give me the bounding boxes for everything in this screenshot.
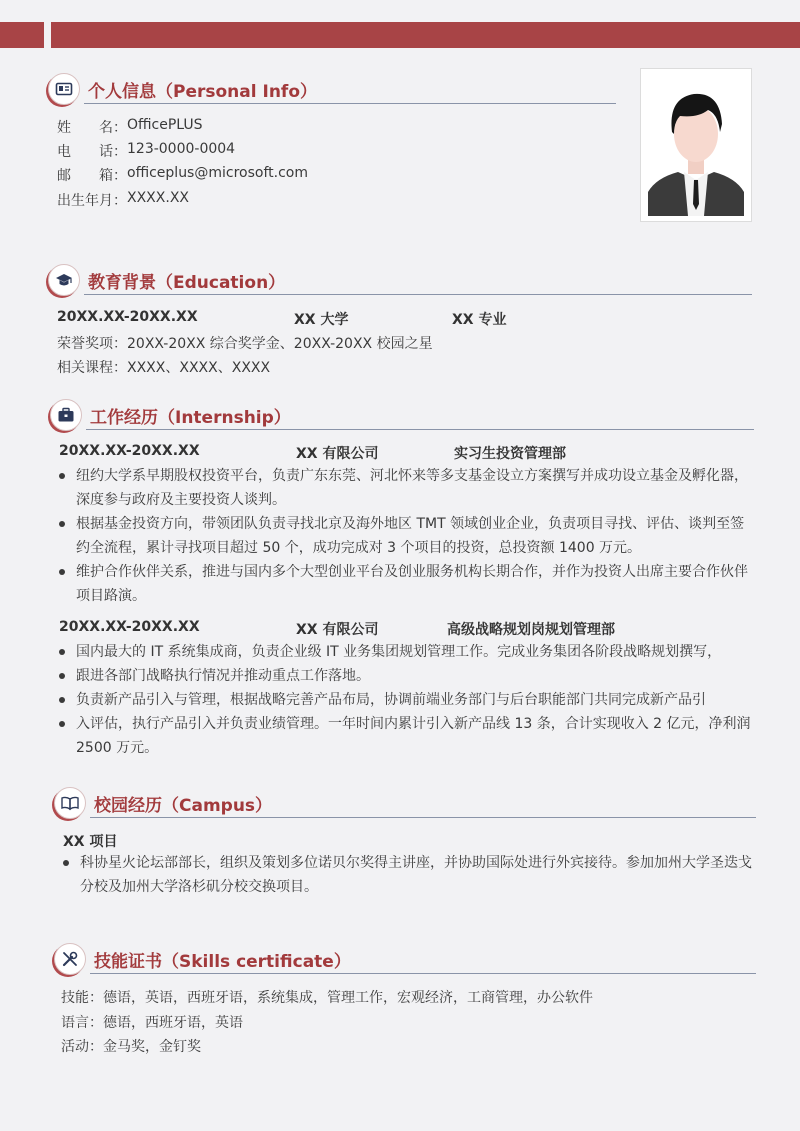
bullet-line xyxy=(56,536,766,560)
skills-line-2: 语言：德语，西班牙语，英语 xyxy=(61,1015,243,1031)
section-title: 工作经历（Internship） xyxy=(90,408,291,428)
job-2-role: 高级战略规划岗规划管理部 xyxy=(447,622,615,638)
bullet-text: 约全流程，累计寻找项目超过 50 个，成功完成对 3 个项目的投资，总投资额 1400 万元。 xyxy=(76,540,642,556)
personal-label: 姓 名： xyxy=(57,120,127,136)
bullet-line xyxy=(56,640,766,664)
education-major: XX 专业 xyxy=(452,312,507,328)
personal-value: XXXX.XX xyxy=(127,190,189,206)
bullet-line xyxy=(56,488,766,512)
education-school: XX 大学 xyxy=(294,312,349,328)
bullet-line xyxy=(56,712,766,736)
bullet-line xyxy=(56,464,766,488)
bullet-text: 科协星火论坛部部长，组织及策划多位诺贝尔奖得主讲座，并协助国际处进行外宾接待。参加加州大学圣迭戈 xyxy=(80,855,752,871)
personal-value: 123-0000-0004 xyxy=(127,141,236,157)
profile-photo xyxy=(640,68,752,222)
bullet-text: 国内最大的 IT 系统集成商，负责企业级 IT 业务集团规划管理工作。完成业务集团各阶段战略规划撰写， xyxy=(76,644,722,660)
section-divider xyxy=(84,103,616,104)
section-divider xyxy=(84,294,752,295)
section-divider xyxy=(90,973,756,974)
job-1-role: 实习生投资管理部 xyxy=(454,446,566,462)
briefcase-icon xyxy=(50,399,82,431)
id-card-icon xyxy=(48,73,80,105)
bullet-text: 负责新产品引入与管理，根据战略完善产品布局，协调前端业务部门与后台职能部门共同完成新产品引 xyxy=(76,692,706,708)
bullet-line xyxy=(56,736,766,760)
section-title: 校园经历（Campus） xyxy=(94,796,273,816)
section-education-header xyxy=(48,264,752,298)
bullet-text: 深度参与政府及主要投资人谈判。 xyxy=(76,492,286,508)
education-courses: 相关课程：XXXX、XXXX、XXXX xyxy=(57,360,271,376)
bullet-line xyxy=(56,688,766,712)
education-honors: 荣誉奖项：20XX-20XX 综合奖学金、20XX-20XX 校园之星 xyxy=(57,336,433,352)
top-bar-right xyxy=(51,22,800,48)
bullet-text: 2500 万元。 xyxy=(76,740,159,756)
section-title: 教育背景（Education） xyxy=(88,273,286,293)
section-skills-header xyxy=(54,943,756,977)
bullet-line xyxy=(60,851,770,875)
bullet-dot xyxy=(59,721,65,727)
open-book-icon xyxy=(54,787,86,819)
personal-value: OfficePLUS xyxy=(127,117,203,133)
skills-line-1: 技能：德语，英语，西班牙语，系统集成，管理工作，宏观经济，工商管理，办公软件 xyxy=(61,990,593,1006)
bullet-text: 分校及加州大学洛杉矶分校交换项目。 xyxy=(80,879,318,895)
bullet-dot xyxy=(59,521,65,527)
section-campus-header xyxy=(54,787,756,821)
personal-label: 邮 箱： xyxy=(57,168,127,184)
bullet-dot xyxy=(59,649,65,655)
bullet-text: 跟进各部门战略执行情况并推动重点工作落地。 xyxy=(76,668,370,684)
section-divider xyxy=(90,817,756,818)
job-2-company: XX 有限公司 xyxy=(296,622,379,638)
section-divider xyxy=(86,429,754,430)
job-1-date: 20XX.XX-20XX.XX xyxy=(59,443,200,459)
bullet-dot xyxy=(59,697,65,703)
personal-value: officeplus@microsoft.com xyxy=(127,165,308,181)
campus-project: XX 项目 xyxy=(63,834,118,850)
bullet-line xyxy=(60,875,770,899)
section-personal-header xyxy=(48,73,618,107)
bullet-line xyxy=(56,512,766,536)
personal-label: 出生年月： xyxy=(57,193,127,209)
job-2-date: 20XX.XX-20XX.XX xyxy=(59,619,200,635)
bullet-dot xyxy=(59,569,65,575)
bullet-line xyxy=(56,560,766,584)
job-1-company: XX 有限公司 xyxy=(296,446,379,462)
job-2-bullets xyxy=(56,640,766,760)
bullet-text: 根据基金投资方向，带领团队负责寻找北京及海外地区 TMT 领域创业企业，负责项目寻找、评估、谈判至签 xyxy=(76,516,745,532)
graduation-cap-icon xyxy=(48,264,80,296)
bullet-text: 纽约大学系早期股权投资平台，负责广东东莞、河北怀来等多支基金设立方案撰写并成功设立基金及孵化器， xyxy=(76,468,748,484)
education-date: 20XX.XX-20XX.XX xyxy=(57,309,198,325)
section-title: 技能证书（Skills certificate） xyxy=(94,952,351,972)
personal-label: 电 话： xyxy=(57,144,127,160)
skills-line-3: 活动：金马奖，金钉奖 xyxy=(61,1039,201,1055)
top-bar-left xyxy=(0,22,44,48)
campus-bullets xyxy=(60,851,770,899)
bullet-dot xyxy=(59,673,65,679)
bullet-text: 维护合作伙伴关系，推进与国内多个大型创业平台及创业服务机构长期合作，并作为投资人出席主要合作伙伴 xyxy=(76,564,748,580)
bullet-dot xyxy=(59,473,65,479)
bullet-text: 入评估，执行产品引入并负责业绩管理。一年时间内累计引入新产品线 13 条，合计实现收入 2 亿元，净利润 xyxy=(76,716,751,732)
bullet-line xyxy=(56,584,766,608)
bullet-text: 项目路演。 xyxy=(76,588,146,604)
section-work-header xyxy=(50,399,754,433)
bullet-dot xyxy=(63,860,69,866)
bullet-line xyxy=(56,664,766,688)
section-title: 个人信息（Personal Info） xyxy=(88,82,317,102)
tools-icon xyxy=(54,943,86,975)
job-1-bullets xyxy=(56,464,766,608)
